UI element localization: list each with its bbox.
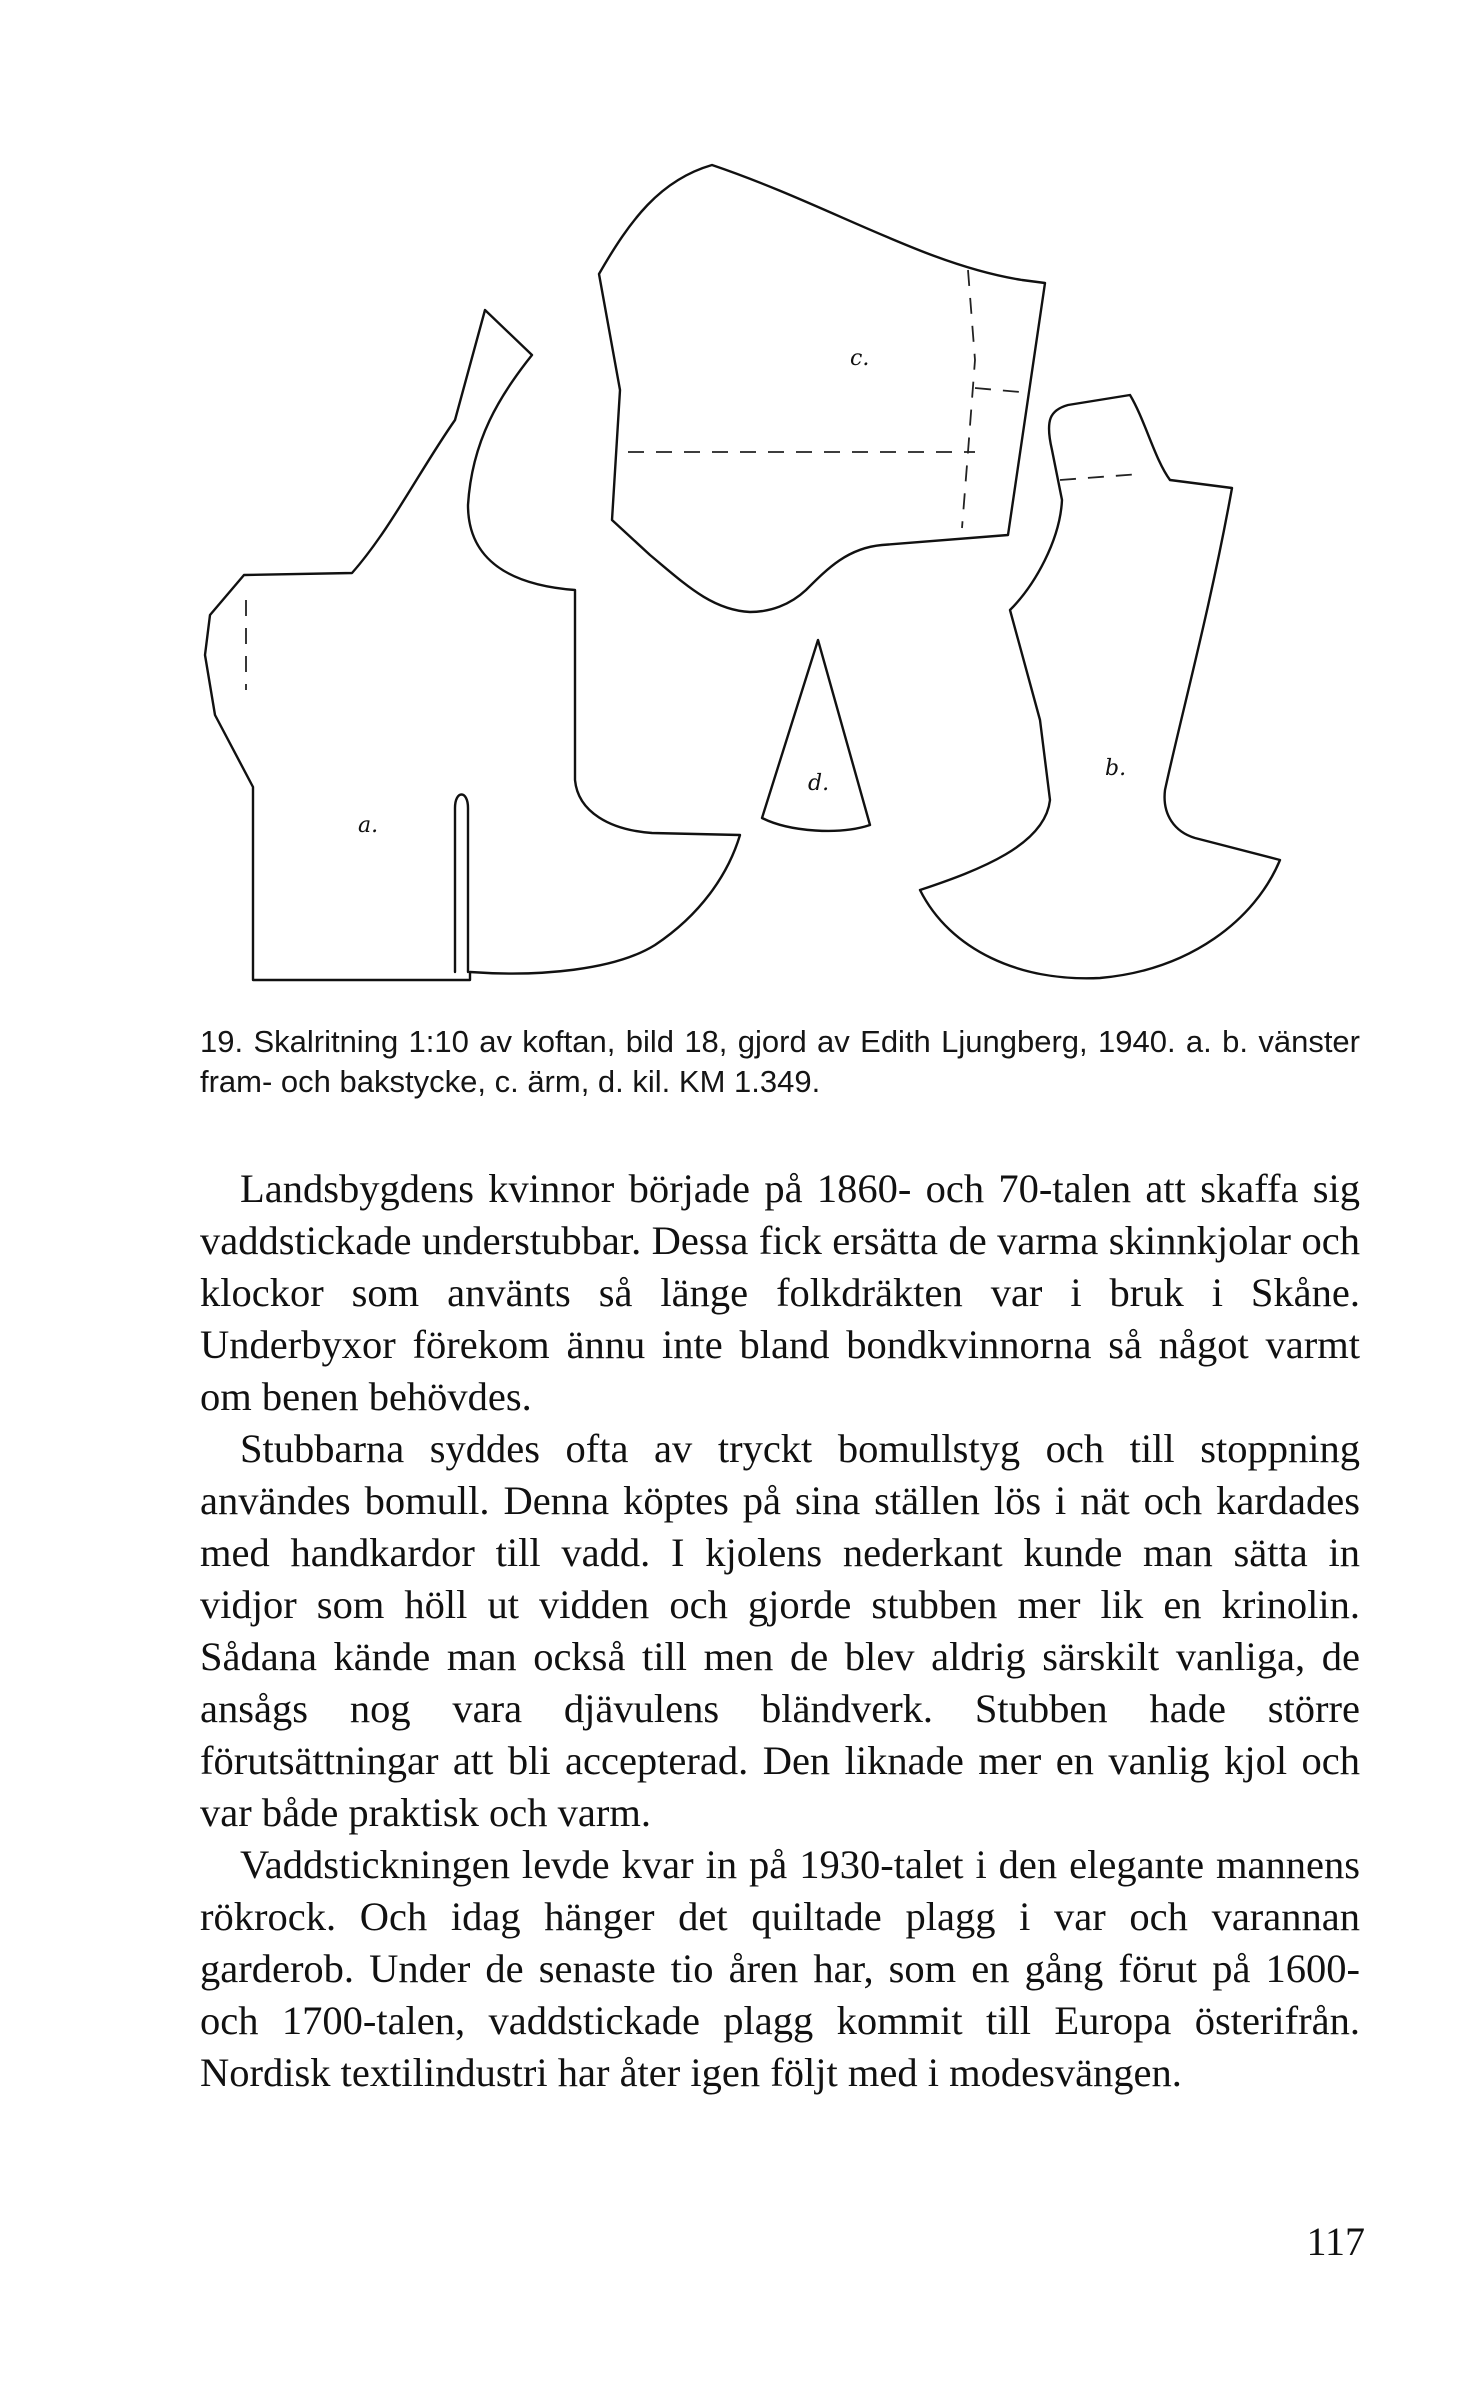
pattern-drawing-figure xyxy=(0,0,1457,1010)
body-text xyxy=(200,1163,1360,2099)
front-slit xyxy=(455,795,468,973)
back-dash xyxy=(1060,474,1140,480)
front-piece-a xyxy=(205,310,740,980)
paragraph: Stubbarna syddes ofta av tryckt bomullstyg och till stoppning användes bomull. Denna köptes på sina ställen lös i nät och kardades med handkardor till vadd. I kjolens nederkant kunde man sätta in vidjor som höll ut vidden och gjorde stubben mer lik en krinolin. Sådana kände man också till men de blev aldrig särskilt vanliga, de ansågs nog vara djävulens bländverk. Stubben hade större förutsättningar att bli accepterad. Den liknade mer en vanlig kjol och var både praktisk och varm. xyxy=(200,1426,1360,1835)
label-c: c. xyxy=(850,346,870,371)
label-b: b. xyxy=(1105,756,1127,781)
figure-caption: 19. Skalritning 1:10 av koftan, bild 18, gjord av Edith Ljungberg, 1940. a. b. vänster fram- och bakstycke, c. ärm, d. kil. KM 1.349. xyxy=(200,1024,1360,1099)
pattern-drawing xyxy=(0,0,1457,1010)
paragraph: Landsbygdens kvinnor började på 1860- och 70-talen att skaffa sig vaddstickade understubbar. Dessa fick ersätta de varma skinnkjolar och klockor som använts så länge folkdräkten var i bruk i Skåne. Underbyxor förekom ännu inte bland bondkvinnorna så något varmt om benen behövdes. xyxy=(200,1166,1360,1419)
page-number: 117 xyxy=(1306,2219,1365,2264)
label-d: d. xyxy=(808,771,830,796)
paragraph: Vaddstickningen levde kvar in på 1930-talet i den elegante mannens rökrock. Och idag hänger det quiltade plagg i var och varannan garderob. Under de senaste tio åren har, som en gång förut på 1600- och 1700-talen, vaddstickade plagg kommit till Europa österifrån. Nordisk textilindustri har åter igen följt med i modesvängen. xyxy=(200,1842,1360,2095)
sleeve-dash-side xyxy=(975,388,1020,392)
label-a: a. xyxy=(358,813,379,838)
gusset-piece-d xyxy=(762,640,870,831)
sleeve-dash-vertical xyxy=(962,270,975,528)
back-piece-b xyxy=(920,395,1280,978)
